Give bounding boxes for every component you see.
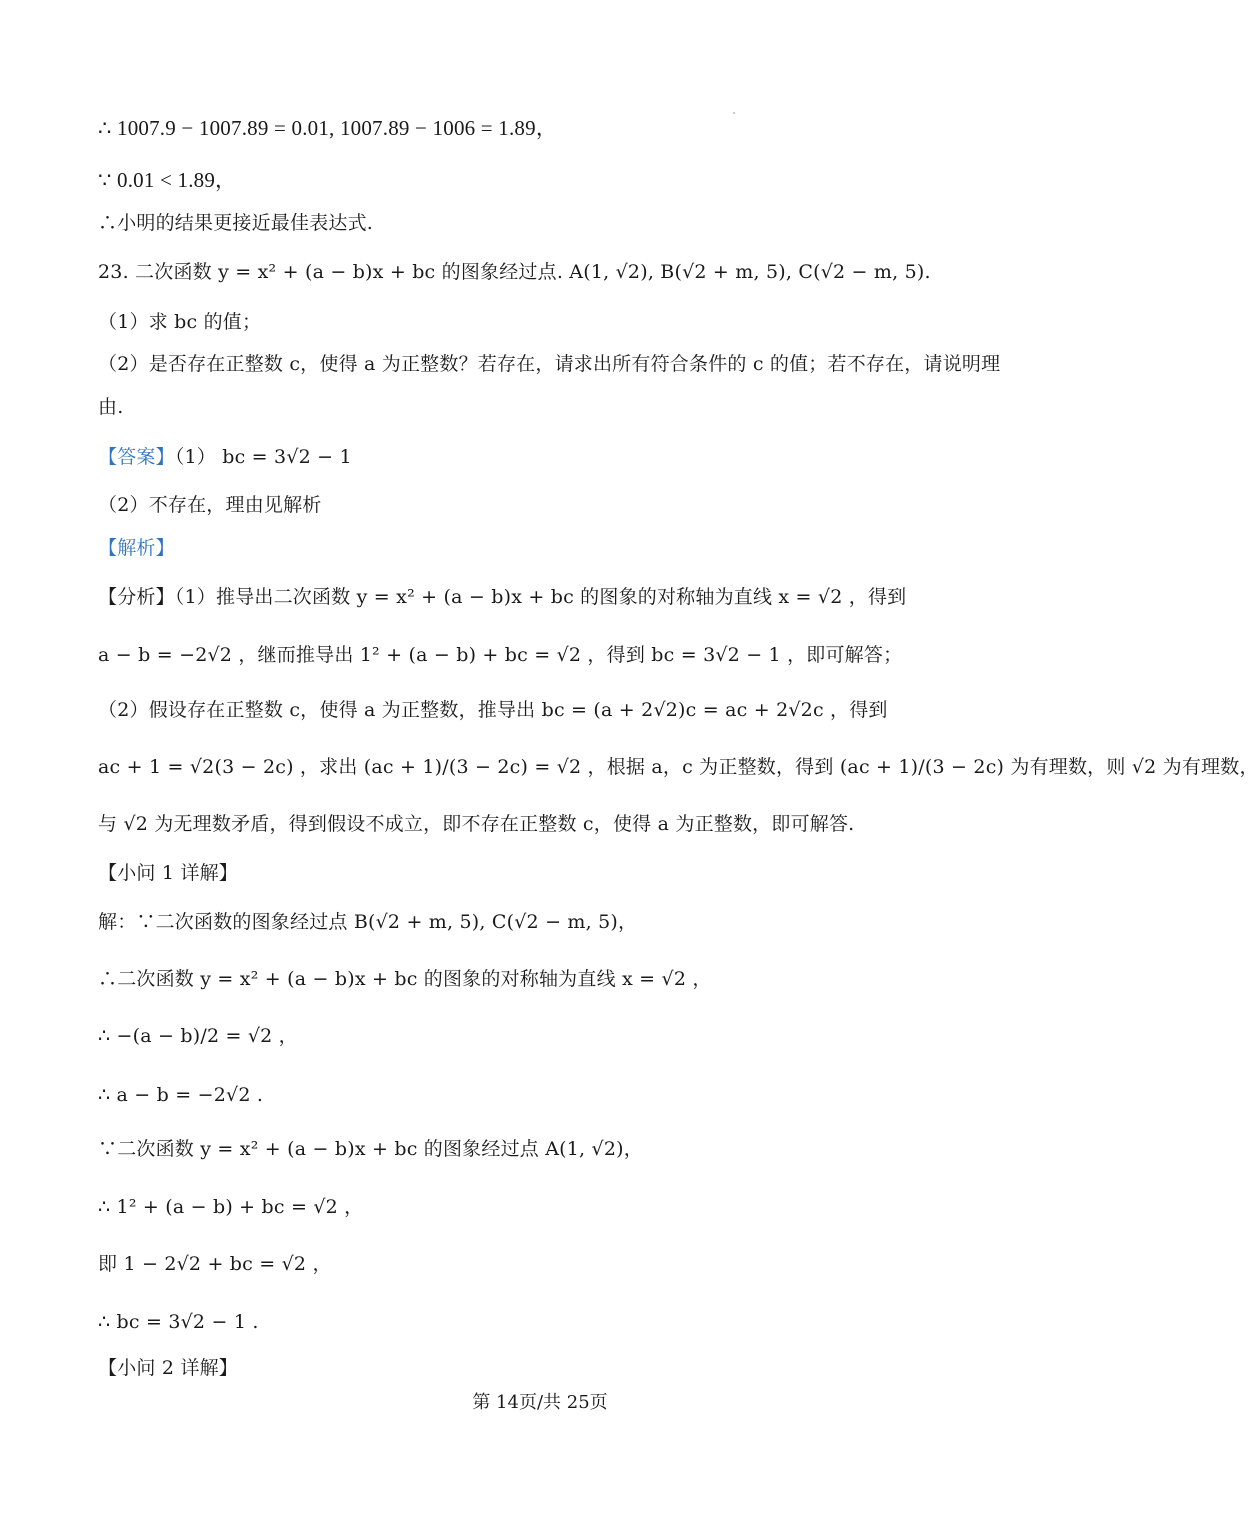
answer-part-2: （2）不存在，理由见解析 (98, 494, 322, 516)
solution-line-7: 即 1 − 2√2 + bc = √2 ， (98, 1253, 332, 1275)
solution-line-8: ∴ bc = 3√2 − 1 . (98, 1311, 259, 1333)
analysis-line-3: （2）假设存在正整数 c，使得 a 为正整数，推导出 bc = (a + 2√2)c = ac + 2√2c ，得到 (98, 699, 888, 721)
solution-line-5: ∵二次函数 y = x² + (a − b)x + bc 的图象经过点 A(1, √2)， (98, 1138, 643, 1160)
line-because-compare: ∵ 0.01 < 1.89， (98, 168, 237, 192)
analysis-line-5: 与 √2 为无理数矛盾，得到假设不成立，即不存在正整数 c，使得 a 为正整数，即可解答. (98, 813, 855, 835)
page-footer: 第 14页/共 25页 (472, 1392, 608, 1413)
analysis-line-1: 【分析】（1）推导出二次函数 y = x² + (a − b)x + bc 的图象的对称轴为直线 x = √2 ，得到 (98, 586, 907, 608)
subquestion-2-heading: 【小问 2 详解】 (98, 1357, 238, 1379)
question-23-part-2-cont: 由. (98, 396, 124, 418)
solution-line-2: ∴二次函数 y = x² + (a − b)x + bc 的图象的对称轴为直线 x = √2 ， (98, 968, 712, 990)
solution-line-3: ∴ −(a − b)/2 = √2 ， (98, 1025, 298, 1047)
line-conclusion-xiaoming: ∴小明的结果更接近最佳表达式. (98, 212, 374, 234)
analysis-line-4: ac + 1 = √2(3 − 2c) ，求出 (ac + 1)/(3 − 2c) = √2 ，根据 a，c 为正整数，得到 (ac + 1)/(3 − 2c) 为有理数，则 √2 为有理数， (98, 756, 1259, 778)
line-calc-difference: ∴ 1007.9 − 1007.89 = 0.01, 1007.89 − 1006 = 1.89， (98, 116, 558, 140)
answer-tag: 【答案】 (98, 446, 175, 468)
question-23-part-1: （1）求 bc 的值； (98, 311, 262, 333)
answer-part-1: （1） bc = 3√2 − 1 (174, 446, 352, 468)
question-23-stem: 23. 二次函数 y = x² + (a − b)x + bc 的图象经过点. A(1, √2), B(√2 + m, 5), C(√2 − m, 5). (98, 261, 931, 283)
scan-speck (733, 112, 735, 114)
analysis-line-2: a − b = −2√2 ，继而推导出 1² + (a − b) + bc = √2 ，得到 bc = 3√2 − 1 ，即可解答； (98, 644, 903, 666)
subquestion-1-heading: 【小问 1 详解】 (98, 862, 238, 884)
analysis-tag: 【解析】 (98, 537, 175, 559)
question-23-part-2: （2）是否存在正整数 c，使得 a 为正整数？若存在，请求出所有符合条件的 c 的值；若不存在，请说明理 (98, 353, 1001, 375)
solution-line-4: ∴ a − b = −2√2 . (98, 1084, 264, 1106)
solution-line-6: ∴ 1² + (a − b) + bc = √2 ， (98, 1196, 364, 1218)
answer-line-1 (98, 444, 352, 470)
solution-line-1: 解：∵二次函数的图象经过点 B(√2 + m, 5), C(√2 − m, 5)， (98, 911, 638, 933)
